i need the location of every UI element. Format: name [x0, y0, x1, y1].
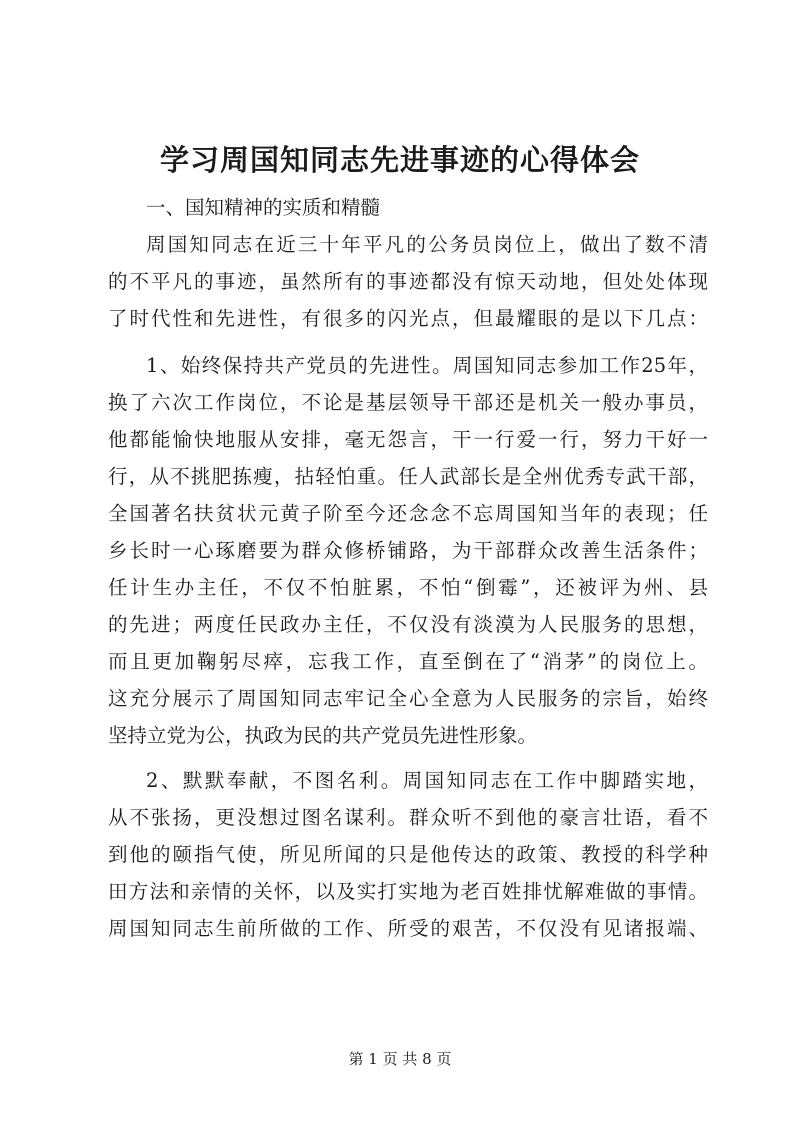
paragraph-line: 任计生办主任，不仅不怕脏累，不怕“倒霉”，还被评为州、县 [108, 576, 708, 599]
section-heading: 一、国知精神的实质和精髓 [146, 196, 381, 219]
paragraph-line: 这充分展示了周国知同志牢记全心全意为人民服务的宗旨，始终 [108, 687, 708, 710]
document-title: 学习周国知同志先进事迹的心得体会 [159, 143, 640, 177]
paragraph-line: 他都能愉快地服从安排，毫无怨言，干一行爱一行，努力干好一 [108, 428, 708, 451]
paragraph-line: 2、默默奉献，不图名利。周国知同志在工作中脚踏实地， [146, 769, 708, 792]
paragraph-line: 田方法和亲情的关怀，以及实打实地为老百姓排忧解难做的事情。 [108, 880, 708, 903]
paragraph-line: 了时代性和先进性，有很多的闪光点，但最耀眼的是以下几点： [108, 307, 708, 330]
paragraph-line: 行，从不挑肥拣瘦，拈轻怕重。任人武部长是全州优秀专武干部， [108, 465, 708, 488]
paragraph-line: 从不张扬，更没想过图名谋利。群众听不到他的豪言壮语，看不 [108, 806, 708, 829]
paragraph-line: 1、始终保持共产党员的先进性。周国知同志参加工作25年， [146, 354, 708, 377]
paragraph-line: 全国著名扶贫状元黄子阶至今还念念不忘周国知当年的表现；任 [108, 502, 708, 525]
paragraph-line: 坚持立党为公，执政为民的共产党员先进性形象。 [108, 724, 538, 747]
paragraph-line: 的不平凡的事迹，虽然所有的事迹都没有惊天动地，但处处体现 [108, 270, 708, 293]
page-number-footer: 第 1 页 共 8 页 [348, 1050, 452, 1068]
paragraph-line: 周国知同志生前所做的工作、所受的艰苦，不仅没有见诸报端、 [108, 917, 708, 940]
paragraph-line: 的先进；两度任民政办主任，不仅没有淡漠为人民服务的思想， [108, 613, 708, 636]
paragraph-line: 而且更加鞠躬尽瘁，忘我工作，直至倒在了“消茅”的岗位上。 [108, 650, 708, 673]
paragraph-line: 乡长时一心琢磨要为群众修桥铺路，为干部群众改善生活条件； [108, 539, 708, 562]
paragraph-line: 换了六次工作岗位，不论是基层领导干部还是机关一般办事员， [108, 391, 708, 414]
paragraph-line: 到他的颐指气使，所见所闻的只是他传达的政策、教授的科学种 [108, 843, 708, 866]
paragraph-line: 周国知同志在近三十年平凡的公务员岗位上，做出了数不清 [146, 233, 708, 256]
